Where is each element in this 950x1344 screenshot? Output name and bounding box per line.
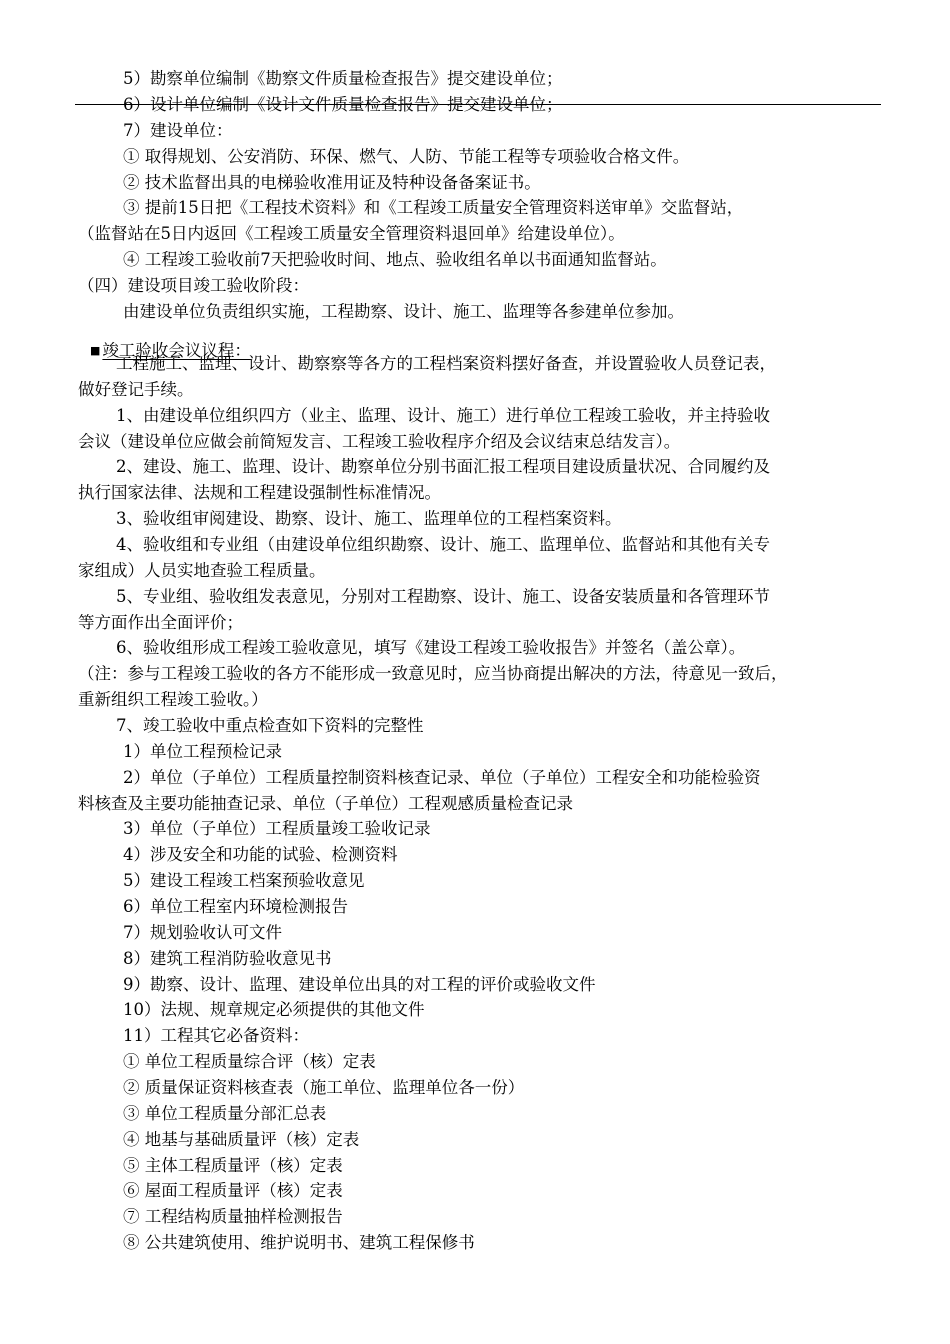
text-line: （四）建设项目竣工验收阶段： <box>78 276 309 295</box>
section-heading-text: 竣工验收会议议程： <box>102 341 251 360</box>
text-line: 等方面作出全面评价； <box>78 613 243 632</box>
text-line: （监督站在5日内返回《工程竣工质量安全管理资料退回单》给建设单位）。 <box>78 224 625 243</box>
text-line: 5）建设工程竣工档案预验收意见 <box>123 871 365 890</box>
text-line: ② 技术监督出具的电梯验收准用证及特种设备备案证书。 <box>123 173 541 192</box>
text-line: 9）勘察、设计、监理、建设单位出具的对工程的评价或验收文件 <box>123 975 596 994</box>
text-line: 1、由建设单位组织四方（业主、监理、设计、施工）进行单位工程竣工验收，并主持验收 <box>116 406 770 425</box>
text-line: 7、竣工验收中重点检查如下资料的完整性 <box>116 716 424 735</box>
text-line: 由建设单位负责组织实施，工程勘察、设计、施工、监理等各参建单位参加。 <box>123 302 684 321</box>
text-line: 4、验收组和专业组（由建设单位组织勘察、设计、施工、监理单位、监督站和其他有关专 <box>116 535 770 554</box>
text-line: ⑤ 主体工程质量评（核）定表 <box>123 1156 343 1175</box>
square-bullet-icon: ■ <box>90 344 101 357</box>
text-line: 家组成）人员实地查验工程质量。 <box>78 561 326 580</box>
text-line: 2、建设、施工、监理、设计、勘察单位分别书面汇报工程项目建设质量状况、合同履约及 <box>116 457 770 476</box>
text-line: 11）工程其它必备资料： <box>123 1026 309 1045</box>
text-line: ① 单位工程质量综合评（核）定表 <box>123 1052 376 1071</box>
text-line: ① 取得规划、公安消防、环保、燃气、人防、节能工程等专项验收合格文件。 <box>123 147 690 166</box>
text-line: 6、验收组形成工程竣工验收意见，填写《建设工程竣工验收报告》并签名（盖公章）。 <box>116 638 746 657</box>
text-line: 2）单位（子单位）工程质量控制资料核查记录、单位（子单位）工程安全和功能检验资 <box>123 768 761 787</box>
text-line: ② 质量保证资料核查表（施工单位、监理单位各一份） <box>123 1078 525 1097</box>
text-line: 5、专业组、验收组发表意见，分别对工程勘察、设计、施工、设备安装质量和各管理环节 <box>116 587 770 606</box>
text-line: 3、验收组审阅建设、勘察、设计、施工、监理单位的工程档案资料。 <box>116 509 622 528</box>
text-line: ⑥ 屋面工程质量评（核）定表 <box>123 1181 343 1200</box>
text-line: 8）建筑工程消防验收意见书 <box>123 949 332 968</box>
text-line: ④ 地基与基础质量评（核）定表 <box>123 1130 360 1149</box>
text-line: 料核查及主要功能抽查记录、单位（子单位）工程观感质量检查记录 <box>78 794 573 813</box>
text-line: ③ 提前15日把《工程技术资料》和《工程竣工质量安全管理资料送审单》交监督站， <box>123 198 744 217</box>
text-line: ⑧ 公共建筑使用、维护说明书、建筑工程保修书 <box>123 1233 475 1252</box>
text-line: ③ 单位工程质量分部汇总表 <box>123 1104 327 1123</box>
text-line: 7）建设单位： <box>123 121 233 140</box>
text-line: 10）法规、规章规定必须提供的其他文件 <box>123 1000 425 1019</box>
text-line: 工程施工、监理、设计、勘察察等各方的工程档案资料摆好备查，并设置验收人员登记表， <box>116 354 776 373</box>
text-line: 5）勘察单位编制《勘察文件质量检查报告》提交建设单位； <box>123 69 563 88</box>
text-line: 4）涉及安全和功能的试验、检测资料 <box>123 845 398 864</box>
text-line: 重新组织工程竣工验收。） <box>78 690 268 709</box>
text-line: 3）单位（子单位）工程质量竣工验收记录 <box>123 819 431 838</box>
text-line: ⑦ 工程结构质量抽样检测报告 <box>123 1207 343 1226</box>
text-line: 会议（建设单位应做会前简短发言、工程竣工验收程序介绍及会议结束总结发言）。 <box>78 432 681 451</box>
text-line: 1）单位工程预检记录 <box>123 742 282 761</box>
text-line: 6）单位工程室内环境检测报告 <box>123 897 348 916</box>
section-heading <box>90 338 950 364</box>
text-line: 做好登记手续。 <box>78 380 194 399</box>
text-line: （注：参与工程竣工验收的各方不能形成一致意见时，应当协商提出解决的方法，待意见一致后， <box>78 664 788 683</box>
text-line: ④ 工程竣工验收前7天把验收时间、地点、验收组名单以书面通知监督站。 <box>123 250 667 269</box>
text-line: 7）规划验收认可文件 <box>123 923 282 942</box>
text-line: 执行国家法律、法规和工程建设强制性标准情况。 <box>78 483 441 502</box>
text-line: 6）设计单位编制《设计文件质量检查报告》提交建设单位； <box>123 95 563 114</box>
